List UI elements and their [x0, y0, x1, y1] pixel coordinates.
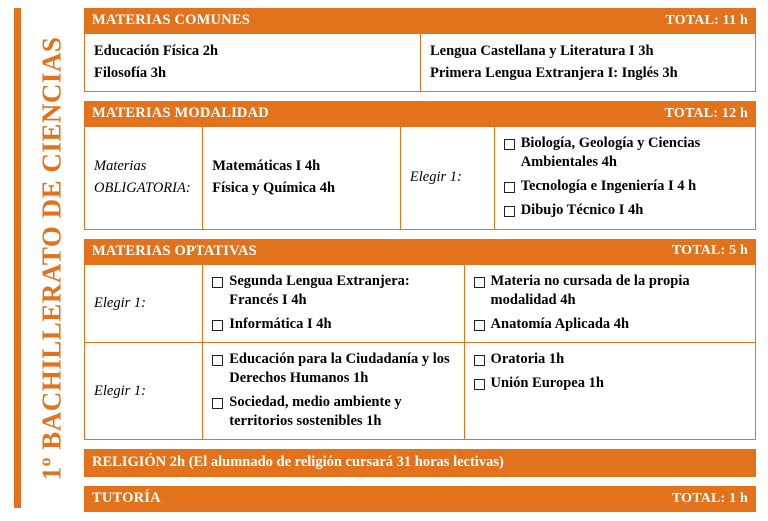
section-title-modalidad: MATERIAS MODALIDAD [92, 105, 269, 121]
section-total-tutoria: TOTAL: 1 h [671, 490, 748, 506]
checkbox-icon[interactable] [504, 182, 515, 193]
elegir-label: Elegir 1: [94, 294, 146, 311]
vertical-page-title [14, 8, 83, 508]
religion-bar [84, 449, 756, 477]
option-label: Segunda Lengua Extranjera: Francés I 4h [229, 272, 410, 308]
optativas-right-options-2 [464, 343, 755, 440]
option-row[interactable] [474, 315, 746, 334]
checkbox-icon[interactable] [504, 206, 515, 217]
section-materias-comunes [84, 8, 756, 92]
option-row[interactable] [212, 393, 454, 431]
section-body-comunes [84, 34, 756, 92]
religion-text: RELIGIÓN 2h (El alumnado de religión cursará 31 horas lectivas) [92, 454, 504, 471]
subject-item: Primera Lengua Extranjera I: Inglés 3h [430, 65, 678, 81]
section-total-optativas: TOTAL: 5 h [671, 243, 748, 258]
section-materias-optativas [84, 239, 756, 441]
optativas-elegir-cell-1 [85, 265, 202, 342]
option-label: Dibujo Técnico I 4h [520, 202, 644, 219]
comunes-right-cell [420, 34, 755, 91]
checkbox-icon[interactable] [212, 355, 223, 366]
option-label: Sociedad, medio ambiente y territorios sostenibles 1h [229, 394, 402, 430]
subject-item: Educación Física 2h [94, 43, 219, 59]
option-label: Tecnología e Ingeniería I 4 h [520, 178, 697, 195]
option-label: Materia no cursada de la propia modalidad 4h [490, 272, 690, 308]
section-total-comunes: TOTAL: 11 h [665, 12, 748, 28]
checkbox-icon[interactable] [212, 320, 223, 331]
section-tutoria [84, 486, 756, 512]
content-column [84, 8, 756, 521]
option-row[interactable] [212, 315, 454, 334]
table-row [85, 34, 755, 91]
table-row [85, 265, 755, 342]
option-label: Anatomía Aplicada 4h [490, 315, 630, 332]
option-row[interactable] [504, 134, 746, 172]
modalidad-elegir-cell [400, 127, 494, 229]
optativas-right-options-1 [464, 265, 755, 342]
option-row[interactable] [474, 350, 746, 369]
section-religion [84, 449, 756, 477]
section-header-tutoria [84, 486, 756, 512]
optativas-elegir-cell-2 [85, 343, 202, 440]
elegir-label: Elegir 1: [94, 382, 146, 399]
checkbox-icon[interactable] [212, 277, 223, 288]
section-materias-modalidad [84, 101, 756, 230]
option-label: Informática I 4h [229, 315, 332, 332]
section-header-modalidad [84, 101, 756, 127]
modalidad-label-line1: Materias [94, 158, 147, 175]
section-header-optativas [84, 239, 756, 265]
option-row[interactable] [212, 272, 454, 310]
checkbox-icon[interactable] [474, 355, 485, 366]
elegir-label: Elegir 1: [409, 169, 462, 186]
modalidad-obligatorias-cell [202, 127, 400, 229]
option-label: Unión Europea 1h [490, 375, 604, 391]
table-row [85, 342, 755, 440]
subject-item: Matemáticas I 4h [212, 158, 321, 175]
section-body-optativas [84, 265, 756, 441]
vertical-page-title-text: 1º BACHILLERATO DE CIENCIAS [36, 36, 67, 480]
section-title-comunes: MATERIAS COMUNES [92, 12, 251, 28]
option-label: Oratoria 1h [490, 350, 565, 367]
option-row[interactable] [474, 374, 746, 393]
section-total-modalidad: TOTAL: 12 h [664, 105, 748, 121]
subject-item: Lengua Castellana y Literatura I 3h [430, 43, 654, 59]
optativas-left-options-2 [202, 343, 463, 440]
checkbox-icon[interactable] [504, 139, 515, 150]
optativas-left-options-1 [202, 265, 463, 342]
modalidad-label-cell [85, 127, 202, 229]
section-header-comunes [84, 8, 756, 34]
option-row[interactable] [212, 350, 454, 388]
option-row[interactable] [474, 272, 746, 310]
section-title-optativas: MATERIAS OPTATIVAS [92, 242, 257, 259]
option-label: Biología, Geología y Ciencias Ambientales 4h [520, 135, 701, 171]
option-row[interactable] [504, 201, 746, 220]
section-title-tutoria: TUTORÍA [92, 490, 161, 507]
option-row[interactable] [504, 177, 746, 196]
checkbox-icon[interactable] [474, 277, 485, 288]
checkbox-icon[interactable] [474, 320, 485, 331]
subject-item: Física y Química 4h [212, 180, 336, 197]
comunes-left-cell [85, 34, 420, 91]
option-label: Educación para la Ciudadanía y los Derechos Humanos 1h [229, 350, 450, 386]
checkbox-icon[interactable] [474, 379, 485, 390]
section-body-modalidad [84, 127, 756, 230]
checkbox-icon[interactable] [212, 398, 223, 409]
modalidad-options-cell [494, 127, 755, 229]
table-row [85, 127, 755, 229]
modalidad-label-line2: OBLIGATORIA: [94, 180, 191, 197]
subject-item: Filosofía 3h [94, 65, 167, 81]
